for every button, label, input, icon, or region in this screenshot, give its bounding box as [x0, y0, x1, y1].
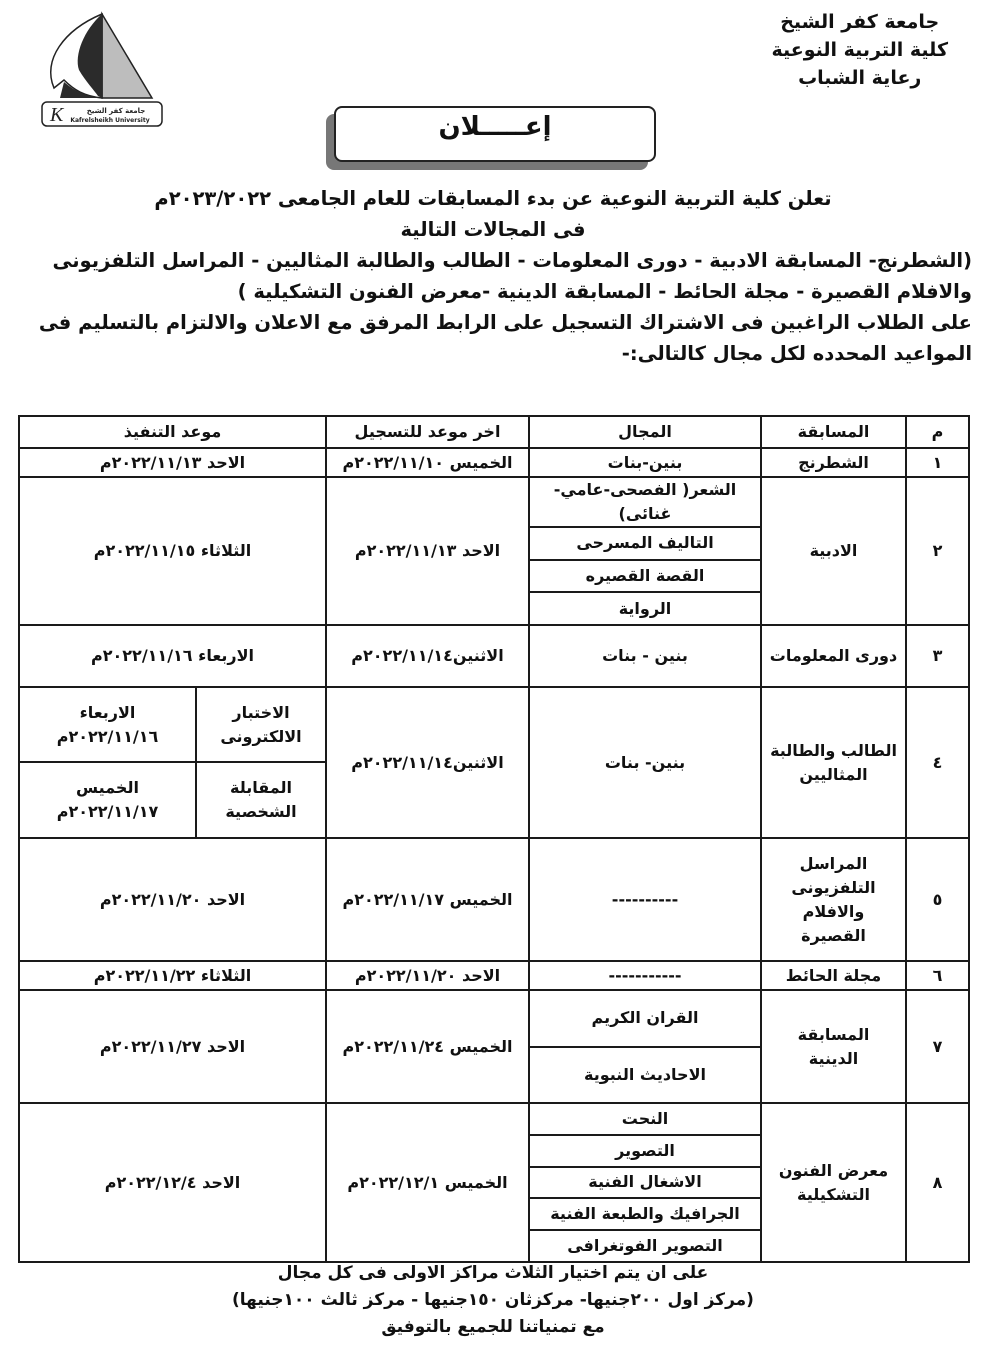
- intro-heading: [0, 183, 986, 245]
- execution-part-date: [19, 762, 196, 838]
- execution-part-day: الاربعاء: [79, 702, 136, 722]
- row-registration: الخميس ٢٠٢٢/١١/٢٤م: [326, 990, 529, 1103]
- header-field: المجال: [529, 416, 761, 448]
- table-header-row: [19, 416, 969, 448]
- row-competition: معرض الفنون التشكيلية: [761, 1103, 906, 1262]
- svg-text:جامعة كفر الشيخ: جامعة كفر الشيخ: [86, 107, 146, 115]
- row-field: التصوير الفوتغرافى: [567, 1236, 723, 1256]
- prizes-note: [0, 1260, 986, 1341]
- svg-text:K: K: [50, 104, 64, 126]
- row-competition: المسابقة الدينية: [761, 990, 906, 1103]
- table-row: [19, 1103, 969, 1262]
- sailboat-pyramid-logo-icon: [24, 10, 174, 128]
- row-field: التاليف المسرحى: [530, 528, 760, 561]
- row-field-group: [529, 1103, 761, 1262]
- row-field: النحت: [530, 1104, 760, 1136]
- row-registration: الاثنين٢٠٢٢/١١/١٤م: [326, 625, 529, 687]
- execution-part-label: المقابلة الشخصية: [196, 762, 326, 838]
- row-registration: الاثنين٢٠٢٢/١١/١٤م: [326, 687, 529, 838]
- header-execution-date: موعد التنفيذ: [19, 416, 326, 448]
- intro-line-2: فى المجالات التالية: [400, 218, 586, 241]
- table-row: [19, 990, 969, 1103]
- row-num: ٥: [906, 838, 969, 961]
- row-competition: المراسل التلفزيونى والافلام القصيرة: [761, 838, 906, 961]
- row-field: -----------: [529, 961, 761, 990]
- table-row: [19, 477, 969, 625]
- row-registration: الخميس ٢٠٢٢/١١/١٠م: [326, 448, 529, 477]
- table-row: [19, 838, 969, 961]
- row-num: ٣: [906, 625, 969, 687]
- svg-text:Kafrelsheikh University: Kafrelsheikh University: [70, 117, 150, 124]
- row-field: التصوير: [530, 1136, 760, 1168]
- row-execution: الاحد ٢٠٢٢/١١/١٣م: [19, 448, 326, 477]
- table-row: [19, 625, 969, 687]
- execution-part-datevalue: ٢٠٢٢/١١/١٧م: [56, 802, 159, 821]
- row-num: ٢: [906, 477, 969, 625]
- row-competition: الادبية: [761, 477, 906, 625]
- row-competition: دورى المعلومات: [761, 625, 906, 687]
- row-field: الجرافيك والطبعة الفنية: [530, 1199, 760, 1231]
- footer-line-1: على ان يتم اختيار الثلاث مراكز الاولى فى كل مجال: [277, 1263, 709, 1283]
- row-registration: الاحد ٢٠٢٢/١١/٢٠م: [326, 961, 529, 990]
- fields-line-1: (الشطرنج- المسابقة الادبية - دورى المعلومات - الطالب والطالبة المثاليين - المراسل التلفزيونى: [52, 249, 972, 272]
- university-logo: [24, 10, 174, 128]
- faculty-name: كلية التربية النوعية: [771, 39, 948, 61]
- header-competition: المسابقة: [761, 416, 906, 448]
- row-field: القران الكريم: [530, 991, 760, 1048]
- row-field: بنين-بنات: [529, 448, 761, 477]
- row-field: بنين - بنات: [529, 625, 761, 687]
- department-name: رعاية الشباب: [798, 67, 922, 89]
- execution-part-datevalue: ٢٠٢٢/١١/١٦م: [56, 726, 159, 746]
- row-field: الشعر( الفصحى-عامي- غنائى): [530, 478, 760, 528]
- organization-header: [771, 8, 948, 92]
- row-num: ٧: [906, 990, 969, 1103]
- footer-line-3: مع تمنياتنا للجميع بالتوفيق: [381, 1317, 605, 1337]
- competition-fields-list: [8, 245, 972, 369]
- header-num: م: [906, 416, 969, 448]
- row-num: ١: [906, 448, 969, 477]
- row-num: ٦: [906, 961, 969, 990]
- row-field: الاحاديث النبوية: [584, 1064, 706, 1084]
- execution-part-day: الخميس: [76, 778, 139, 797]
- row-field: الرواية: [618, 598, 672, 618]
- execution-part-label: الاختبار الالكترونى: [196, 687, 326, 762]
- fields-line-2: والافلام القصيرة - مجلة الحائط - المسابقة الدينية -معرض الفنون التشكيلية ): [237, 280, 972, 303]
- row-execution: الثلاثاء ٢٠٢٢/١١/٢٢م: [19, 961, 326, 990]
- row-field-group: [529, 477, 761, 625]
- table-row: [19, 448, 969, 477]
- row-competition: مجلة الحائط: [761, 961, 906, 990]
- row-registration: الخميس ٢٠٢٢/١٢/١م: [326, 1103, 529, 1262]
- row-competition: الشطرنج: [761, 448, 906, 477]
- row-field: ----------: [529, 838, 761, 961]
- table-row: [19, 961, 969, 990]
- table-row: [19, 687, 969, 762]
- row-field: بنين- بنات: [529, 687, 761, 838]
- row-field: القصة القصيره: [530, 561, 760, 594]
- row-num: ٨: [906, 1103, 969, 1262]
- instruction-line-2: المواعيد المحدده لكل مجال كالتالى:-: [621, 342, 972, 365]
- intro-line-1: تعلن كلية التربية النوعية عن بدء المسابقات للعام الجامعى ٢٠٢٣/٢٠٢٢م: [154, 187, 832, 210]
- row-execution: الاحد ٢٠٢٢/١١/٢٠م: [19, 838, 326, 961]
- row-execution: الاحد ٢٠٢٢/١٢/٤م: [19, 1103, 326, 1262]
- row-field: الاشغال الفنية: [530, 1168, 760, 1200]
- instruction-line-1: على الطلاب الراغبين فى الاشتراك التسجيل على الرابط المرفق مع الاعلان والالتزام بالتسليم فى: [38, 311, 972, 334]
- university-name: جامعة كفر الشيخ: [780, 11, 940, 33]
- footer-line-2: (مركز اول ٢٠٠جنيها- مركزثان ١٥٠جنيها - مركز ثالث ١٠٠جنيها): [232, 1290, 754, 1310]
- row-execution: الاربعاء ٢٠٢٢/١١/١٦م: [19, 625, 326, 687]
- row-num: ٤: [906, 687, 969, 838]
- row-competition: الطالب والطالبة المثاليين: [761, 687, 906, 838]
- row-registration: الخميس ٢٠٢٢/١١/١٧م: [326, 838, 529, 961]
- header-registration-deadline: اخر موعد للتسجيل: [326, 416, 529, 448]
- execution-part-date: [19, 687, 196, 762]
- row-execution: الاحد ٢٠٢٢/١١/٢٧م: [19, 990, 326, 1103]
- announcement-title: إعـــــلان: [438, 112, 552, 142]
- announcement-title-box: [334, 106, 656, 162]
- row-registration: الاحد ٢٠٢٢/١١/١٣م: [326, 477, 529, 625]
- competition-schedule-table: [18, 415, 970, 1263]
- row-execution: الثلاثاء ٢٠٢٢/١١/١٥م: [19, 477, 326, 625]
- row-field-group: [529, 990, 761, 1103]
